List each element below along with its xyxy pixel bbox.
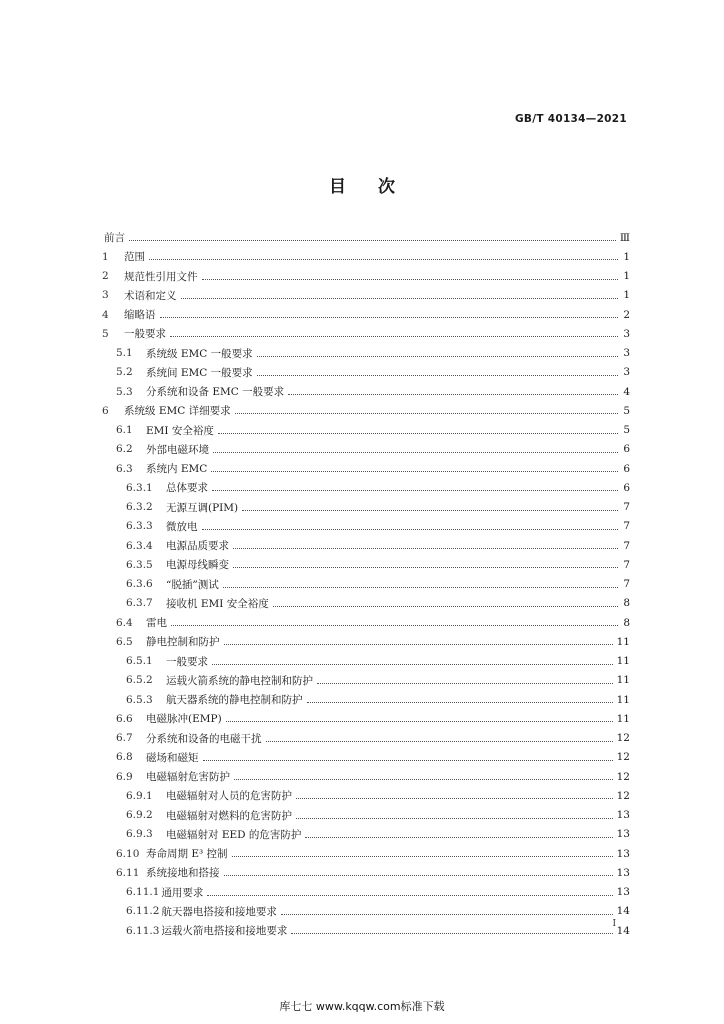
toc-dot-leader: [181, 297, 619, 299]
toc-entry[interactable]: [102, 613, 630, 632]
toc-entry-page: 8: [623, 616, 630, 629]
toc-dot-leader: [305, 836, 612, 838]
toc-entry-label: 缩略语: [124, 309, 156, 322]
toc-entry-page: 3: [623, 327, 630, 340]
toc-entry[interactable]: [102, 806, 630, 825]
toc-entry-label: 电源母线瞬变: [166, 559, 229, 572]
toc-dot-leader: [257, 374, 618, 376]
toc-entry-label: 无源互调(PIM): [166, 501, 239, 514]
toc-entry-page: 13: [616, 847, 630, 860]
toc-entry-page: 11: [616, 655, 630, 668]
toc-dot-leader: [213, 451, 618, 453]
toc-entry[interactable]: [102, 921, 630, 940]
toc-entry-number: 6.7: [116, 732, 133, 745]
toc-entry-label: 分系统和设备 EMC 一般要求: [146, 386, 285, 399]
toc-entry[interactable]: [102, 228, 630, 247]
toc-entry-label: 电磁辐射对燃料的危害防护: [166, 809, 292, 822]
toc-entry[interactable]: [102, 767, 630, 786]
toc-entry-label: 电磁辐射对 EED 的危害防护: [166, 828, 302, 841]
toc-entry[interactable]: [102, 459, 630, 478]
toc-entry-number: 1: [102, 250, 109, 263]
toc-entry[interactable]: [102, 729, 630, 748]
toc-entry[interactable]: [102, 690, 630, 709]
toc-entry[interactable]: [102, 401, 630, 420]
toc-entry-label: 通用要求: [161, 886, 204, 899]
toc-entry-page: 1: [623, 289, 630, 302]
toc-dot-leader: [171, 624, 618, 626]
toc-entry-page: 14: [616, 905, 630, 918]
toc-entry-page: 5: [623, 404, 630, 417]
toc-entry-page: 7: [623, 520, 630, 533]
toc-dot-leader: [257, 355, 618, 357]
toc-entry-number: 6.9.3: [126, 828, 153, 841]
toc-entry-number: 6.3: [116, 462, 133, 475]
toc-entry-number: 6.11.2: [126, 905, 160, 918]
toc-entry-page: 6: [623, 462, 630, 475]
toc-dot-leader: [234, 778, 613, 780]
toc-entry[interactable]: [102, 363, 630, 382]
toc-dot-leader: [296, 817, 613, 819]
toc-entry-label: 系统内 EMC: [146, 463, 208, 476]
toc-entry-page: 5: [623, 424, 630, 437]
toc-dot-leader: [317, 682, 613, 684]
toc-entry-label: 微放电: [166, 520, 198, 533]
toc-entry-label: 范围: [124, 251, 145, 264]
toc-entry-page: 13: [616, 809, 630, 822]
toc-entry[interactable]: [102, 440, 630, 459]
toc-entry[interactable]: [102, 324, 630, 343]
toc-entry[interactable]: [102, 883, 630, 902]
toc-entry-page: 7: [623, 501, 630, 514]
toc-dot-leader: [273, 605, 618, 607]
toc-entry-number: 6.5.3: [126, 693, 153, 706]
toc-entry-page: 11: [616, 693, 630, 706]
toc-entry[interactable]: [102, 652, 630, 671]
standard-number: GB/T 40134—2021: [514, 113, 627, 125]
toc-entry-number: 6.9.2: [126, 809, 153, 822]
toc-entry-label: 前言: [104, 232, 125, 245]
toc-entry-page: 11: [616, 674, 630, 687]
toc-dot-leader: [296, 797, 613, 799]
toc-entry-label: 电磁辐射危害防护: [146, 771, 230, 784]
toc-entry-number: 5.1: [116, 347, 133, 360]
toc-dot-leader: [242, 509, 618, 511]
toc-entry-number: 6.3.1: [126, 481, 153, 494]
toc-entry-page: 11: [616, 635, 630, 648]
toc-entry[interactable]: [102, 555, 630, 574]
toc-entry-page: 12: [616, 770, 630, 783]
toc-dot-leader: [202, 528, 619, 530]
footer-watermark: 库七七 www.kqqw.com标准下载: [279, 1000, 445, 1013]
toc-entry-number: 6.11: [116, 866, 140, 879]
toc-dot-leader: [288, 393, 618, 395]
toc-entry-number: 6.11.3: [126, 924, 160, 937]
toc-entry-number: 6.6: [116, 712, 133, 725]
toc-entry-page: 8: [623, 597, 630, 610]
toc-entry-label: 电磁辐射对人员的危害防护: [166, 790, 292, 803]
toc-entry[interactable]: [102, 286, 630, 305]
toc-entry-number: 3: [102, 289, 109, 302]
toc-dot-leader: [266, 740, 613, 742]
toc-entry-label: 系统级 EMC 详细要求: [124, 405, 231, 418]
toc-dot-leader: [160, 316, 619, 318]
toc-entry-label: 一般要求: [166, 655, 208, 668]
toc-entry-number: 6.3.4: [126, 539, 153, 552]
toc-entry-label: 航天器电搭接和接地要求: [161, 905, 277, 918]
toc-entry-label: 外部电磁环境: [146, 443, 209, 456]
toc-entry[interactable]: [102, 536, 630, 555]
toc-entry-page: 1: [623, 250, 630, 263]
toc-entry-label: 分系统和设备的电磁干扰: [146, 732, 262, 745]
toc-entry[interactable]: [102, 305, 630, 324]
toc-entry-number: 6.5.1: [126, 655, 153, 668]
toc-entry[interactable]: [102, 517, 630, 536]
toc-entry-number: 6.2: [116, 443, 133, 456]
page-number: I: [612, 919, 616, 929]
toc-entry-label: “脱插”测试: [166, 578, 219, 591]
toc-dot-leader: [224, 874, 613, 876]
toc-entry-number: 6.3.3: [126, 520, 153, 533]
toc-entry[interactable]: [102, 844, 630, 863]
toc-entry[interactable]: [102, 344, 630, 363]
toc-dot-leader: [207, 894, 612, 896]
toc-entry-page: 3: [623, 366, 630, 379]
toc-entry-page: 7: [623, 578, 630, 591]
toc-entry-label: 电源品质要求: [166, 540, 229, 553]
toc-dot-leader: [281, 913, 613, 915]
toc-entry[interactable]: [102, 498, 630, 517]
toc-entry-page: 6: [623, 443, 630, 456]
toc-entry-number: 5.2: [116, 366, 133, 379]
toc-entry-page: 4: [623, 385, 630, 398]
toc-entry-label: 雷电: [146, 617, 167, 630]
toc-entry-number: 2: [102, 270, 109, 283]
toc-entry-page: 6: [623, 481, 630, 494]
toc-dot-leader: [235, 412, 618, 414]
toc-entry-page: 12: [616, 732, 630, 745]
toc-entry[interactable]: [102, 382, 630, 401]
toc-entry-number: 6.8: [116, 751, 133, 764]
toc-dot-leader: [212, 663, 613, 665]
toc-entry-page: 3: [623, 347, 630, 360]
toc-entry[interactable]: [102, 863, 630, 882]
toc-entry-label: 系统接地和搭接: [146, 867, 220, 880]
toc-entry-page: 13: [616, 886, 630, 899]
toc-entry-page: 13: [616, 866, 630, 879]
toc-entry-label: 寿命周期 E³ 控制: [146, 848, 228, 861]
toc-entry-number: 6.9: [116, 770, 133, 783]
toc-entry-label: 航天器系统的静电控制和防护: [166, 694, 303, 707]
toc-entry-number: 6.3.5: [126, 558, 153, 571]
toc-entry[interactable]: [102, 709, 630, 728]
toc-dot-leader: [233, 566, 618, 568]
toc-entry[interactable]: [102, 267, 630, 286]
toc-entry-number: 5.3: [116, 385, 133, 398]
toc-dot-leader: [149, 258, 618, 260]
toc-entry-label: 系统间 EMC 一般要求: [146, 366, 253, 379]
toc-entry-page: 2: [623, 308, 630, 321]
toc-entry[interactable]: [102, 671, 630, 690]
toc-entry-label: 运载火箭系统的静电控制和防护: [166, 674, 313, 687]
toc-entry-page: 7: [623, 539, 630, 552]
toc-entry[interactable]: [102, 247, 630, 266]
table-of-contents: [102, 228, 630, 940]
toc-entry-label: 运载火箭电搭接和接地要求: [161, 925, 288, 938]
toc-entry-number: 6.3.2: [126, 501, 153, 514]
toc-entry-number: 4: [102, 308, 109, 321]
toc-entry[interactable]: [102, 786, 630, 805]
toc-dot-leader: [291, 932, 612, 934]
toc-entry-label: 一般要求: [124, 328, 166, 341]
toc-entry-page: 14: [616, 924, 630, 937]
toc-entry-label: 系统级 EMC 一般要求: [146, 347, 253, 360]
toc-dot-leader: [223, 586, 618, 588]
toc-entry-number: 6.9.1: [126, 789, 153, 802]
toc-entry-page: Ⅲ: [619, 231, 630, 244]
toc-dot-leader: [233, 547, 618, 549]
toc-entry-number: 6.5.2: [126, 674, 153, 687]
toc-entry-number: 6.4: [116, 616, 133, 629]
toc-entry[interactable]: [102, 575, 630, 594]
toc-entry-number: 6.10: [116, 847, 140, 860]
toc-entry-label: EMI 安全裕度: [146, 424, 214, 437]
toc-entry-page: 12: [616, 751, 630, 764]
toc-entry-label: 接收机 EMI 安全裕度: [166, 597, 269, 610]
toc-entry-label: 电磁脉冲(EMP): [146, 713, 222, 726]
toc-title: 目 次: [329, 177, 395, 197]
toc-entry-number: 6.3.6: [126, 578, 153, 591]
toc-entry[interactable]: [102, 478, 630, 497]
toc-dot-leader: [218, 432, 618, 434]
toc-entry[interactable]: [102, 421, 630, 440]
toc-dot-leader: [224, 643, 613, 645]
toc-entry[interactable]: [102, 594, 630, 613]
toc-dot-leader: [307, 701, 613, 703]
toc-entry-page: 1: [623, 270, 630, 283]
toc-dot-leader: [170, 335, 618, 337]
toc-entry[interactable]: [102, 902, 630, 921]
toc-entry-page: 11: [616, 712, 630, 725]
toc-dot-leader: [232, 855, 613, 857]
toc-dot-leader: [203, 759, 613, 761]
toc-entry-number: 6.3.7: [126, 597, 153, 610]
toc-entry-label: 术语和定义: [124, 289, 177, 302]
toc-entry-number: 6.11.1: [126, 886, 160, 899]
toc-entry-number: 5: [102, 327, 109, 340]
toc-entry-label: 静电控制和防护: [146, 636, 220, 649]
toc-entry-page: 12: [616, 789, 630, 802]
toc-entry-page: 7: [623, 558, 630, 571]
toc-dot-leader: [226, 720, 613, 722]
toc-entry-number: 6.5: [116, 635, 133, 648]
toc-entry[interactable]: [102, 825, 630, 844]
toc-dot-leader: [202, 278, 619, 280]
toc-dot-leader: [212, 489, 618, 491]
toc-entry-number: 6.1: [116, 424, 133, 437]
toc-entry-label: 规范性引用文件: [124, 270, 198, 283]
toc-entry-page: 13: [616, 828, 630, 841]
toc-entry-number: 6: [102, 404, 109, 417]
toc-entry-label: 磁场和磁矩: [146, 751, 199, 764]
toc-entry-label: 总体要求: [166, 482, 208, 495]
toc-dot-leader: [211, 470, 618, 472]
toc-entry[interactable]: [102, 748, 630, 767]
toc-entry[interactable]: [102, 632, 630, 651]
toc-dot-leader: [129, 239, 616, 241]
